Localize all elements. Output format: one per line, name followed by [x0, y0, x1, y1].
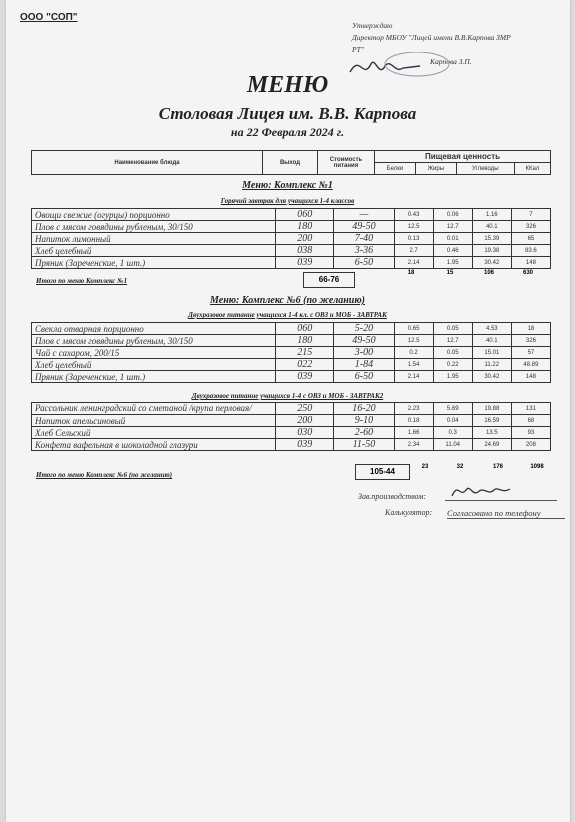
calculator-value: Согласовано по телефону — [447, 508, 565, 519]
dish-kcal: 208 — [511, 439, 550, 451]
dish-output: 039 — [276, 439, 334, 451]
dish-output: 180 — [276, 221, 334, 233]
page-title: МЕНЮ — [246, 72, 329, 98]
dish-output: 215 — [276, 347, 334, 359]
dish-name: Хлеб целебный — [32, 359, 276, 371]
dish-carbs: 40.1 — [472, 335, 511, 347]
dish-kcal: 93 — [511, 427, 550, 439]
dish-name: Плов с мясом говядины рубленым, 30/150 — [32, 335, 276, 347]
menu1-total-carbs: 106 — [483, 270, 494, 276]
header-name: Наименование блюда — [32, 151, 263, 175]
dish-protein: 2.34 — [394, 439, 433, 451]
dish-protein: 0.13 — [394, 233, 433, 245]
menu1-total-kcal: 630 — [522, 270, 533, 276]
menu1-table — [31, 208, 551, 269]
dish-kcal: 83.6 — [511, 245, 550, 257]
dish-output: 200 — [276, 415, 334, 427]
dish-output: 039 — [276, 257, 334, 269]
company-name: ООО "СОП" — [20, 12, 78, 23]
dish-fat: 0.05 — [433, 347, 472, 359]
approval-line-3: РТ" — [352, 45, 364, 54]
menu6-table-1 — [31, 322, 551, 383]
table-header — [31, 150, 551, 175]
menu1-title: Меню: Комплекс №1 — [242, 180, 333, 191]
dish-output: 022 — [276, 359, 334, 371]
dish-kcal: 18 — [511, 323, 550, 335]
dish-name: Пряник (Зареченские, 1 шт.) — [32, 371, 276, 383]
table-row — [32, 427, 551, 439]
dish-cost: — — [334, 209, 394, 221]
menu6-table-2 — [31, 402, 551, 451]
dish-fat: 0.3 — [433, 427, 472, 439]
menu1-subtitle: Горячий завтрак для учащихся 1-4 классов — [220, 197, 355, 205]
dish-cost: 49-50 — [334, 221, 394, 233]
dish-cost: 3-36 — [334, 245, 394, 257]
dish-output: 039 — [276, 371, 334, 383]
dish-carbs: 16.59 — [472, 415, 511, 427]
dish-output: 250 — [276, 403, 334, 415]
table-row — [32, 209, 551, 221]
dish-carbs: 19.88 — [472, 403, 511, 415]
table-row — [32, 245, 551, 257]
table-row — [32, 257, 551, 269]
dish-protein: 1.54 — [394, 359, 433, 371]
table-row — [32, 347, 551, 359]
dish-carbs: 30.42 — [472, 371, 511, 383]
dish-protein: 1.66 — [394, 427, 433, 439]
dish-name: Хлеб целебный — [32, 245, 276, 257]
dish-name: Овощи свежие (огурцы) порционно — [32, 209, 276, 221]
header-cost: Стоимость питания — [318, 151, 375, 175]
header-fat: Жиры — [415, 163, 456, 175]
table-row — [32, 439, 551, 451]
table-row — [32, 403, 551, 415]
dish-output: 038 — [276, 245, 334, 257]
menu6-total-label: Итого по меню Комплекс №6 (по желанию) — [36, 471, 173, 479]
menu6-total-cost: 105-44 — [355, 464, 410, 480]
dish-output: 030 — [276, 427, 334, 439]
dish-cost: 1-84 — [334, 359, 394, 371]
menu1-total-protein: 18 — [407, 270, 415, 276]
dish-protein: 12.5 — [394, 335, 433, 347]
dish-kcal: 148 — [511, 257, 550, 269]
dish-name: Напиток апельсиновый — [32, 415, 276, 427]
dish-protein: 0.43 — [394, 209, 433, 221]
dish-carbs: 40.1 — [472, 221, 511, 233]
table-row — [32, 359, 551, 371]
manager-signature-line — [445, 500, 557, 501]
dish-cost: 5-20 — [334, 323, 394, 335]
dish-carbs: 19.38 — [472, 245, 511, 257]
menu6-subtitle-1: Двухразовое питание учащихся 1-4 кл. с ОВЗ и МОБ - ЗАВТРАК — [188, 311, 387, 319]
dish-name: Свекла отварная порционно — [32, 323, 276, 335]
header-output: Выход — [263, 151, 318, 175]
dish-protein: 0.65 — [394, 323, 433, 335]
dish-kcal: 48.89 — [511, 359, 550, 371]
dish-kcal: 131 — [511, 403, 550, 415]
dish-fat: 11.04 — [433, 439, 472, 451]
menu6-total-fat: 32 — [456, 464, 464, 470]
dish-protein: 2.7 — [394, 245, 433, 257]
dish-protein: 0.2 — [394, 347, 433, 359]
header-kcal: ККал — [514, 163, 550, 175]
dish-output: 060 — [276, 323, 334, 335]
dish-protein: 2.14 — [394, 257, 433, 269]
menu1-total-fat: 15 — [446, 270, 454, 276]
table-row — [32, 323, 551, 335]
dish-cost: 6-50 — [334, 257, 394, 269]
dish-name: Плов с мясом говядины рубленым, 30/150 — [32, 221, 276, 233]
dish-cost: 9-10 — [334, 415, 394, 427]
dish-carbs: 11.22 — [472, 359, 511, 371]
dish-carbs: 15.01 — [472, 347, 511, 359]
dish-fat: 0.04 — [433, 415, 472, 427]
menu1-total-cost: 66-76 — [303, 272, 355, 288]
menu6-total-carbs: 176 — [492, 464, 503, 470]
approval-line-4: Карпова З.П. — [430, 57, 472, 66]
dish-fat: 0.05 — [433, 323, 472, 335]
dish-carbs: 15.39 — [472, 233, 511, 245]
menu1-total-label: Итого по меню Комплекс №1 — [36, 277, 128, 285]
dish-fat: 0.01 — [433, 233, 472, 245]
dish-kcal: 57 — [511, 347, 550, 359]
dish-fat: 0.06 — [433, 209, 472, 221]
menu6-title: Меню: Комплекс №6 (по желанию) — [210, 295, 365, 306]
dish-output: 180 — [276, 335, 334, 347]
table-row — [32, 371, 551, 383]
page-subtitle: Столовая Лицея им. В.В. Карпова — [158, 104, 417, 123]
dish-kcal: 148 — [511, 371, 550, 383]
dish-protein: 2.14 — [394, 371, 433, 383]
dish-kcal: 7 — [511, 209, 550, 221]
dish-name: Хлеб Сельский — [32, 427, 276, 439]
dish-carbs: 30.42 — [472, 257, 511, 269]
dish-name: Напиток лимонный — [32, 233, 276, 245]
dish-fat: 5.69 — [433, 403, 472, 415]
calculator-label: Калькулятор: — [385, 508, 433, 517]
dish-name: Пряник (Зареченские, 1 шт.) — [32, 257, 276, 269]
dish-protein: 0.18 — [394, 415, 433, 427]
dish-carbs: 4.53 — [472, 323, 511, 335]
dish-cost: 7-40 — [334, 233, 394, 245]
dish-protein: 12.5 — [394, 221, 433, 233]
dish-cost: 3-00 — [334, 347, 394, 359]
dish-fat: 12.7 — [433, 335, 472, 347]
dish-cost: 2-60 — [334, 427, 394, 439]
dish-output: 060 — [276, 209, 334, 221]
header-carbs: Углеводы — [456, 163, 514, 175]
dish-kcal: 326 — [511, 221, 550, 233]
dish-name: Конфета вафельная в шоколадной глазури — [32, 439, 276, 451]
dish-fat: 1.95 — [433, 371, 472, 383]
dish-cost: 49-50 — [334, 335, 394, 347]
dish-kcal: 68 — [511, 415, 550, 427]
table-row — [32, 415, 551, 427]
dish-fat: 12.7 — [433, 221, 472, 233]
dish-output: 200 — [276, 233, 334, 245]
dish-fat: 0.22 — [433, 359, 472, 371]
table-row — [32, 221, 551, 233]
dish-cost: 6-50 — [334, 371, 394, 383]
header-nutrition: Пищевая ценность — [375, 151, 551, 163]
approval-line-2: Директор МБОУ "Лицей имени В.В.Карпова ЗМР — [352, 33, 511, 42]
dish-cost: 16-20 — [334, 403, 394, 415]
menu6-total-kcal: 1098 — [530, 464, 544, 470]
manager-signature — [448, 480, 518, 502]
menu6-total-protein: 23 — [421, 464, 429, 470]
dish-carbs: 24.69 — [472, 439, 511, 451]
dish-carbs: 13.5 — [472, 427, 511, 439]
header-protein: Белки — [375, 163, 416, 175]
dish-protein: 2.23 — [394, 403, 433, 415]
dish-cost: 11-50 — [334, 439, 394, 451]
approval-line-1: Утверждаю — [352, 21, 393, 30]
dish-name: Чай с сахаром, 200/15 — [32, 347, 276, 359]
manager-label: Зав.производством: — [358, 492, 427, 501]
dish-fat: 0.46 — [433, 245, 472, 257]
dish-kcal: 326 — [511, 335, 550, 347]
menu-date: на 22 Февраля 2024 г. — [230, 125, 345, 139]
menu6-subtitle-2: Двухразовое питание учащихся 1-4 с ОВЗ и МОБ - ЗАВТРАК2 — [191, 392, 384, 400]
dish-fat: 1.95 — [433, 257, 472, 269]
table-row — [32, 233, 551, 245]
dish-name: Рассольник ленинградский со сметаной /крупа перловая/ — [32, 403, 276, 415]
table-row — [32, 335, 551, 347]
dish-kcal: 65 — [511, 233, 550, 245]
dish-carbs: 1.16 — [472, 209, 511, 221]
